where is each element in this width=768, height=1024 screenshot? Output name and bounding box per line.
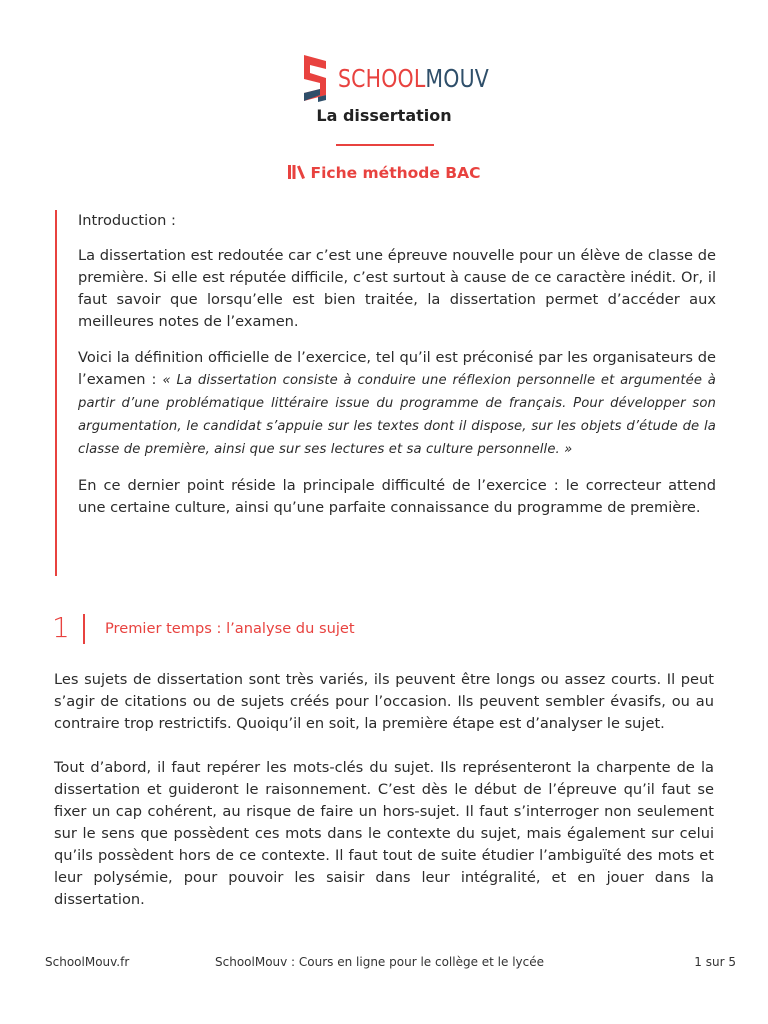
schoolmouv-s-icon [298, 53, 330, 103]
body-paragraph-2: Tout d’abord, il faut repérer les mots-clés du sujet. Ils représenteront la charpente de la dissertation et guideront le raisonnement. C’est dès le début de l’épreuve qu’il faut se fixer un cap cohérent, au risque de faire un hors-sujet. Il faut s’interroger non seulement sur le sens que possèdent ces mots dans le contexte du sujet, mais également sur celui qu’ils possèdent hors de ce contexte. Il faut tout de suite étudier l’ambiguïté des mots et leur polysémie, pour pouvoir les saisir dans leur intégralité, et en jouer dans la dissertation. [54, 759, 714, 908]
introduction-paragraph-2 [78, 347, 716, 461]
footer-page-number: 1 sur 5 [694, 955, 736, 969]
section-body [54, 669, 714, 933]
introduction-content [78, 210, 716, 533]
logo-school-text: SCHOOL [338, 63, 426, 93]
books-icon [288, 165, 306, 179]
logo-wordmark [338, 63, 489, 93]
introduction-paragraph-3: En ce dernier point réside la principale difficulté de l’exercice : le correcteur attend une certaine culture, ainsi qu’une parfaite connaissance du programme de première. [78, 477, 716, 516]
section-divider [83, 614, 85, 644]
section-title: Premier temps : l’analyse du sujet [105, 620, 355, 637]
page-subtitle [0, 164, 768, 182]
body-paragraph-1: Les sujets de dissertation sont très variés, ils peuvent être longs ou assez courts. Il peut s’agir de citations ou de sujets créés pour l’occasion. Ils peuvent sembler évasifs, ou au contraire trop restrictifs. Quoiqu’il en soit, la première étape est d’analyser le sujet. [54, 671, 714, 732]
subtitle-text: Fiche méthode BAC [310, 164, 481, 182]
footer-tagline: SchoolMouv : Cours en ligne pour le collège et le lycée [215, 955, 545, 969]
page-title: La dissertation [316, 106, 452, 125]
introduction-label: Introduction : [78, 212, 176, 229]
title-divider [336, 144, 434, 146]
introduction-box [55, 210, 717, 576]
footer-site: SchoolMouv.fr [45, 955, 130, 969]
official-definition-quote: « La dissertation consiste à conduire une réflexion personnelle et argumentée à partir d’une problématique littéraire issue du programme de français. Pour développer son argumentation, le candidat s’appuie sur les textes dont il dispose, sur les objets d’étude de la classe de première, ainsi que sur ses lectures et sa culture personnelle. » [78, 373, 716, 457]
section-number: 1 [52, 611, 70, 644]
introduction-paragraph-1: La dissertation est redoutée car c’est une épreuve nouvelle pour un élève de classe de première. Si elle est réputée difficile, c’est surtout à cause de ce caractère inédit. Or, il faut savoir que lorsqu’elle est bien traitée, la dissertation permet d’accéder aux meilleures notes de l’examen. [78, 247, 716, 330]
definition-lead: Voici la définition officielle de l’exercice, tel qu’il est préconisé par les organisateurs de l’examen : [78, 349, 716, 388]
logo-mouv-text: MOUV [425, 63, 489, 93]
schoolmouv-logo [298, 52, 522, 104]
